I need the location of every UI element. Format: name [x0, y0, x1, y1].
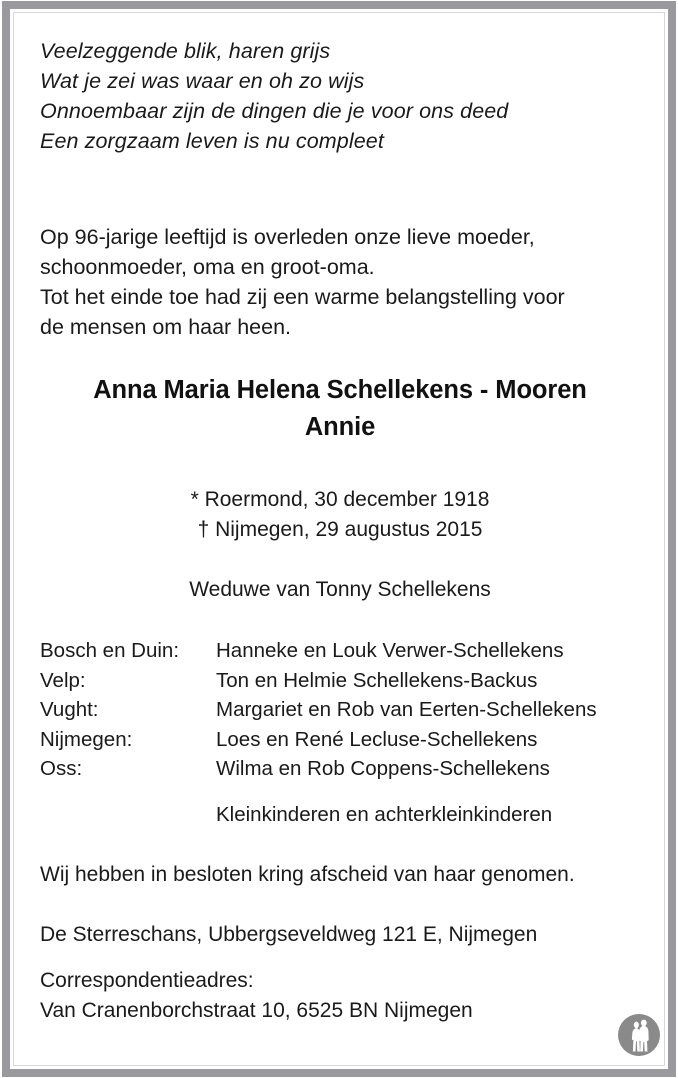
spouse-line: Weduwe van Tonny Schellekens — [189, 578, 491, 601]
farewell-line: Wij hebben in besloten kring afscheid van haar genomen. — [40, 863, 575, 886]
life-dates — [40, 485, 640, 545]
announcement-line: schoonmoeder, oma en groot-oma. — [40, 255, 375, 279]
poem-line: Veelzeggende blik, haren grijs — [40, 39, 331, 63]
poem-line: Een zorgzaam leven is nu compleet — [40, 129, 384, 153]
family-row — [40, 666, 646, 696]
correspondence-label: Correspondentieadres: — [40, 969, 254, 992]
family-row — [40, 695, 646, 725]
correspondence-address: Van Cranenborchstraat 10, 6525 BN Nijmegen — [40, 999, 473, 1022]
family-row — [40, 725, 646, 755]
poem-line: Onnoembaar zijn de dingen die je voor ons deed — [40, 99, 509, 123]
venue-line: De Sterreschans, Ubbergseveldweg 121 E, Nijmegen — [40, 923, 538, 946]
poem-line: Wat je zei was waar en oh zo wijs — [40, 69, 365, 93]
family-names: Wilma en Rob Coppens-Schellekens — [216, 757, 550, 780]
birth-date: * Roermond, 30 december 1918 — [190, 488, 490, 511]
grandchildren-line: Kleinkinderen en achterkleinkinderen — [216, 803, 553, 826]
announcement-line: Op 96-jarige leeftijd is overleden onze lieve moeder, — [40, 225, 535, 249]
family-names: Margariet en Rob van Eerten-Schellekens — [216, 698, 597, 721]
family-row — [40, 754, 646, 784]
deceased-full-name: Anna Maria Helena Schellekens - Mooren — [93, 376, 587, 404]
family-place: Oss: — [40, 757, 83, 780]
death-date: † Nijmegen, 29 augustus 2015 — [197, 518, 483, 541]
announcement-line: de mensen om haar heen. — [40, 315, 291, 339]
family-place: Velp: — [40, 668, 86, 692]
family-names: Loes en René Lecluse-Schellekens — [216, 727, 538, 751]
family-place: Nijmegen: — [40, 727, 133, 751]
notice-content — [40, 0, 640, 1078]
family-names: Ton en Helmie Schellekens-Backus — [216, 668, 538, 692]
correspondence-block — [40, 966, 473, 1026]
announcement-paragraph — [40, 222, 646, 342]
funeral-home-logo-icon — [616, 1012, 662, 1058]
family-place: Vught: — [40, 698, 99, 721]
family-row — [40, 636, 646, 666]
announcement-line: Tot het einde toe had zij een warme belangstelling voor — [40, 285, 565, 309]
family-names: Hanneke en Louk Verwer-Schellekens — [216, 639, 564, 662]
memorial-poem — [40, 36, 640, 156]
deceased-nickname: Annie — [304, 413, 376, 441]
family-place: Bosch en Duin: — [40, 639, 180, 662]
family-list — [40, 636, 646, 784]
deceased-name-block — [40, 372, 640, 446]
